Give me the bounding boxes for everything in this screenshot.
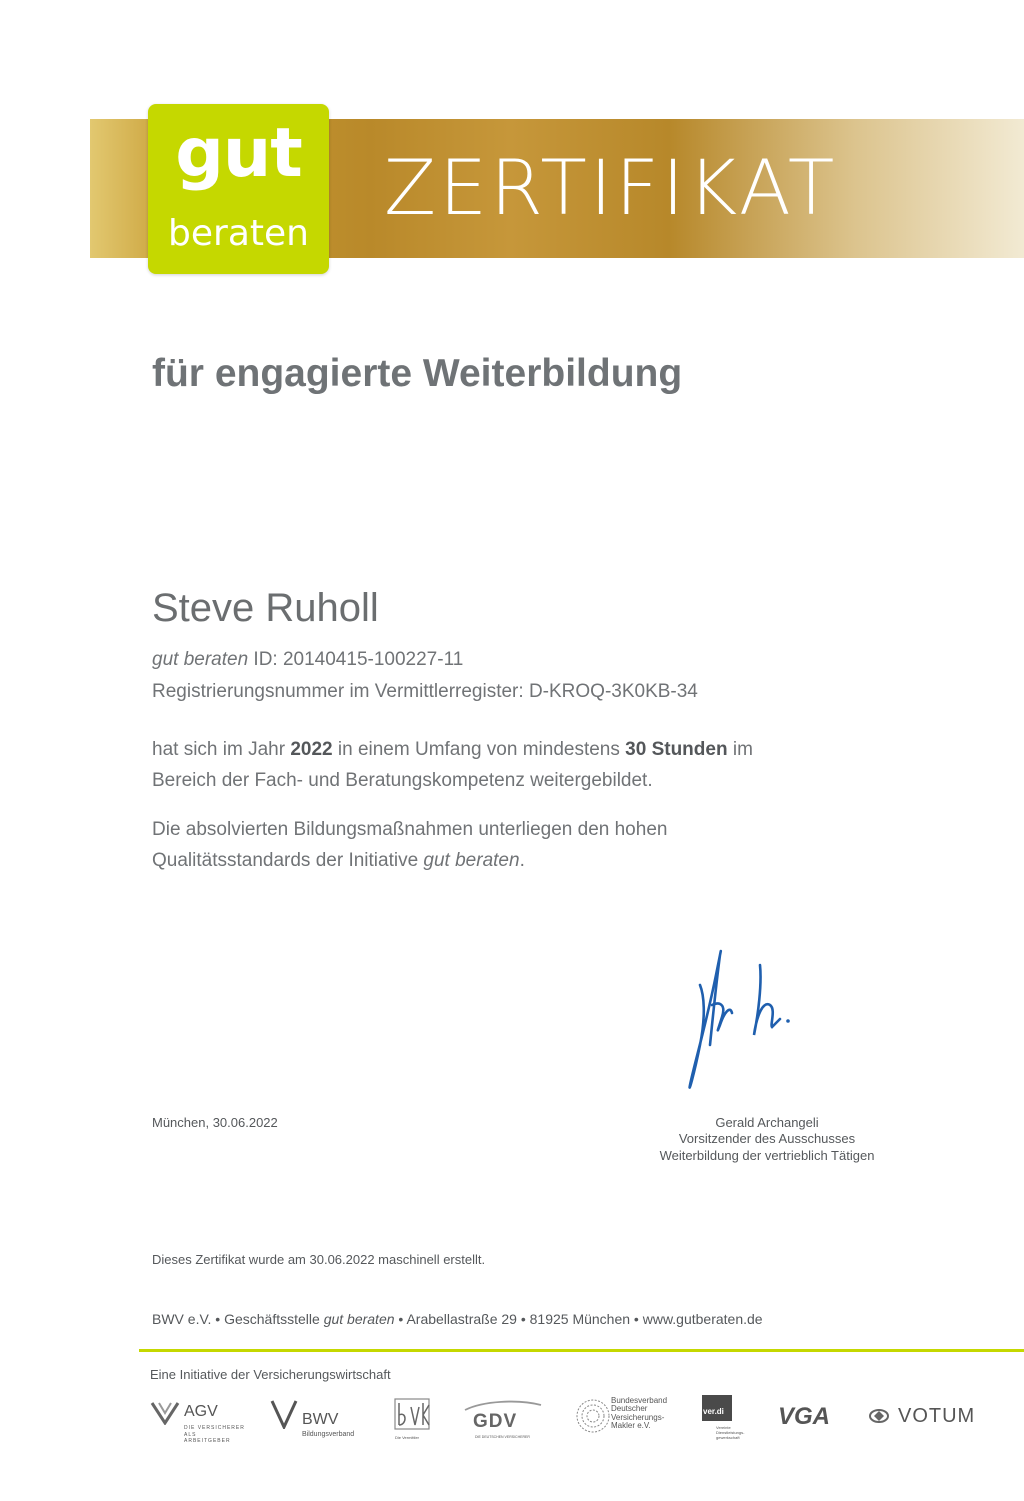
agv-sub-line-2: ALS ARBEITGEBER [184, 1431, 231, 1444]
bdvm-line-4: Makler e.V. [611, 1421, 651, 1431]
body-brand: gut beraten [423, 850, 520, 871]
recipient-id [152, 650, 463, 669]
gut-beraten-logo [148, 104, 329, 274]
body-paragraph-1-line-2: Bereich der Fach- und Beratungskompetenz weitergebildet. [152, 770, 653, 791]
body-paragraph-2-line-1: Die absolvierten Bildungsmaßnahmen unterliegen den hohen [152, 819, 668, 840]
recipient-id-number: ID: 20140415-100227-11 [248, 649, 464, 670]
agv-icon [150, 1401, 180, 1425]
verdi-text: ver.di [703, 1407, 724, 1416]
bdvm-line-1: Bundesverband [611, 1396, 668, 1405]
body-paragraph-2-line-2 [152, 851, 525, 870]
footer-text: BWV e.V. • Geschäftsstelle [152, 1311, 324, 1327]
agv-sub-line-1: DIE VERSICHERER [184, 1425, 245, 1431]
hours-value: 30 Stunden [625, 739, 728, 760]
body-paragraph-1-line-1 [152, 740, 753, 759]
signatory-role-2: Weiterbildung der vertrieblich Tätigen [659, 1147, 875, 1163]
gdv-text: GDV [473, 1411, 518, 1432]
footer-address [152, 1311, 763, 1329]
footer-brand: gut beraten [323, 1311, 395, 1327]
body-text: Qualitätsstandards der Initiative [152, 850, 424, 871]
year-value: 2022 [290, 739, 333, 760]
footer-text: • Arabellastraße 29 • 81925 München • www.gutberaten.de [394, 1311, 763, 1327]
certificate-title: ZERTIFIKAT [384, 143, 838, 232]
votum-text: VOTUM [898, 1405, 976, 1427]
body-text: in einem Umfang von mindestens [332, 739, 626, 760]
verdi-box [702, 1395, 732, 1421]
signatory-block [600, 1115, 934, 1164]
gdv-subtitle: DIE DEUTSCHEN VERSICHERER [475, 1435, 530, 1439]
body-text: . [519, 850, 525, 871]
body-text: im [727, 739, 753, 760]
bwv-icon [270, 1399, 300, 1429]
verdi-subtitle [716, 1425, 744, 1441]
registration-number: Registrierungsnummer im Vermittlerregister: D-KROQ-3K0KB-34 [152, 681, 698, 702]
bvk-icon [393, 1397, 433, 1431]
initiative-label: Eine Initiative der Versicherungswirtschaft [150, 1367, 391, 1382]
bwv-subtitle: Bildungsverband [302, 1431, 355, 1438]
verdi-sub-line-3: gewerkschaft [716, 1435, 740, 1441]
partner-logos [150, 1395, 990, 1455]
place-date: München, 30.06.2022 [152, 1115, 278, 1130]
signatory-name: Gerald Archangeli [715, 1115, 819, 1130]
signatory-role-1: Vorsitzender des Ausschusses [678, 1131, 856, 1147]
logo-gut-text: gut [175, 114, 302, 193]
vga-text: VGA [778, 1403, 831, 1430]
bdvm-text [611, 1397, 667, 1431]
machine-created-note: Dieses Zertifikat wurde am 30.06.2022 maschinell erstellt. [152, 1252, 486, 1267]
signature-image [660, 935, 800, 1105]
recipient-id-brand: gut beraten [152, 649, 249, 670]
verdi-sub-line-2: Dienstleistungs- [716, 1430, 745, 1436]
bdvm-icon [575, 1398, 611, 1434]
verdi-sub-line-1: Vereinte [716, 1425, 731, 1430]
bdvm-line-2: Deutscher [611, 1404, 648, 1414]
agv-subtitle [184, 1425, 245, 1445]
recipient-name: Steve Ruholl [152, 586, 379, 630]
footer-divider [139, 1349, 1024, 1352]
bvk-subtitle: Die Vermittler [395, 1435, 420, 1440]
logo-beraten-text: beraten [168, 213, 309, 254]
bwv-text: BWV [302, 1411, 339, 1428]
agv-text: AGV [184, 1403, 218, 1420]
votum-icon [868, 1408, 890, 1424]
certificate-subtitle: für engagierte Weiterbildung [152, 352, 683, 395]
body-text: hat sich im Jahr [152, 739, 291, 760]
bdvm-line-3: Versicherungs- [611, 1412, 665, 1422]
gdv-arc-icon [463, 1399, 543, 1411]
